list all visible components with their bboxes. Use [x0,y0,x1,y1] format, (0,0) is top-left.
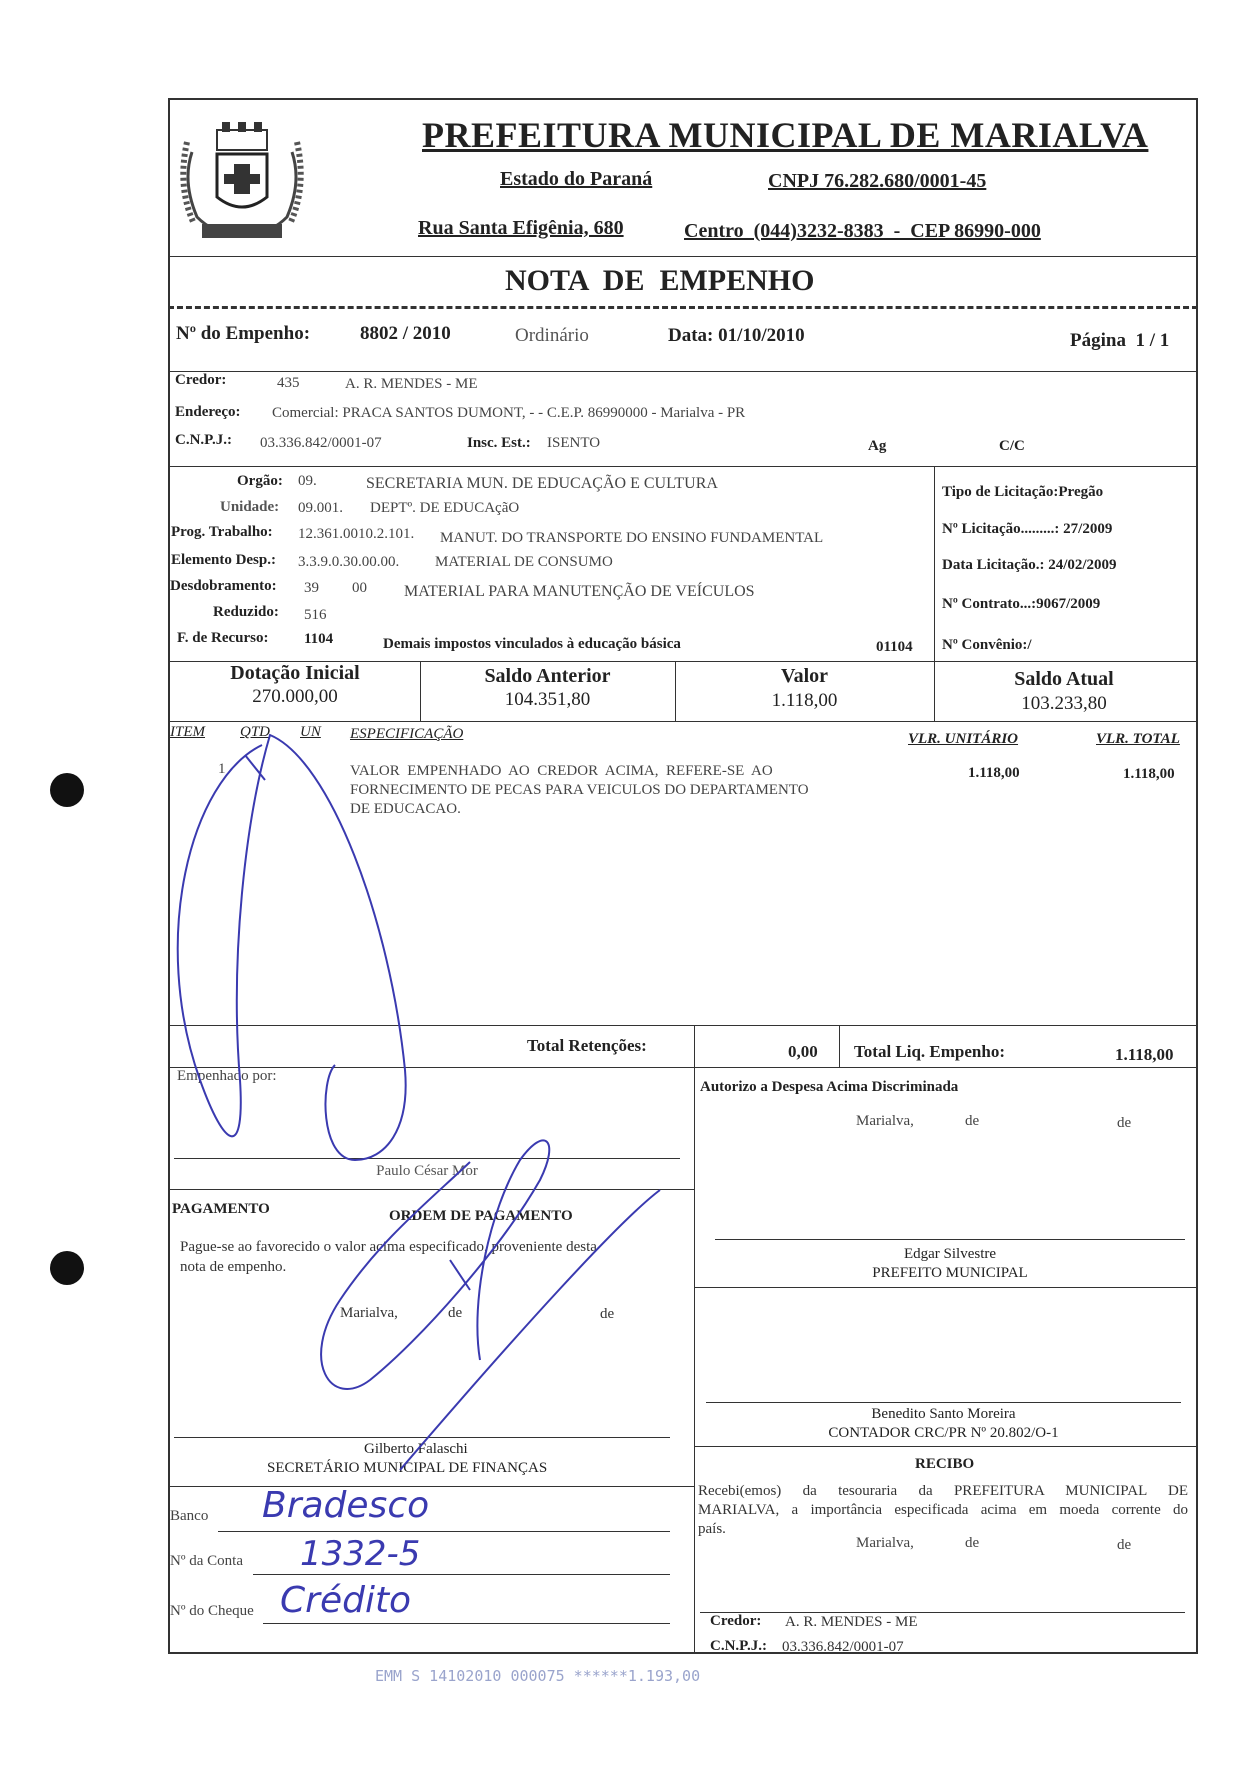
desdobramento-value: MATERIAL PARA MANUTENÇÃO DE VEÍCULOS [404,583,755,600]
autorizo-label: Autorizo a Despesa Acima Discriminada [700,1079,959,1095]
recibo-cnpj-value: 03.336.842/0001-07 [782,1639,904,1655]
banco-value: Bradesco [262,1485,430,1526]
orgao-code: 09. [298,473,317,489]
liquido-label: Total Liq. Empenho: [854,1042,1005,1061]
prog-value: MANUT. DO TRANSPORTE DO ENSINO FUNDAMENTAL [440,530,824,546]
prog-code: 12.361.0010.2.101. [298,526,415,542]
recibo-credor-label: Credor: [710,1613,762,1629]
recurso-value: Demais impostos vinculados à educação básica [383,636,681,652]
autorizo-de-2: de [1117,1115,1132,1131]
signature-line [700,1612,1185,1613]
recibo-cnpj-label: C.N.P.J.: [710,1638,767,1654]
recibo-text: país. [698,1521,726,1537]
empenho-label: Nº do Empenho: [176,323,311,344]
pagamento-label: PAGAMENTO [172,1201,270,1217]
recibo-text: MARIALVA, a importância especificada acima em moeda corrente do [698,1502,1188,1518]
retencoes-label: Total Retenções: [527,1036,647,1055]
recurso-label: F. de Recurso: [177,630,269,646]
convenio-numero: Nº Convênio:/ [942,637,1032,653]
recurso-code: 1104 [304,631,334,647]
insc-value: ISENTO [547,435,601,451]
agency-label: Ag [868,438,887,454]
punch-hole-top [50,773,84,807]
orgao-value: SECRETARIA MUN. DE EDUCAÇÃO E CULTURA [366,475,718,492]
saldo-atual-label: Saldo Atual [1014,668,1114,690]
elemento-value: MATERIAL DE CONSUMO [435,554,613,570]
account-label: C/C [999,438,1025,454]
col-total-value-header: VLR. TOTAL [1096,731,1180,747]
prog-label: Prog. Trabalho: [171,524,273,540]
signature-line [174,1437,670,1438]
licitacao-data: Data Licitação.: 24/02/2009 [942,557,1117,573]
divider [168,1486,694,1487]
recibo-city: Marialva, [856,1535,914,1551]
liquido-value: 1.118,00 [1115,1045,1174,1064]
recibo-text: Recebi(emos) da tesouraria da PREFEITURA MUNICIPAL DE [698,1483,1188,1499]
divider [168,721,1198,722]
col-unit-value-header: VLR. UNITÁRIO [908,731,1019,747]
pagamento-de-2: de [600,1306,615,1322]
contador-name: Benedito Santo Moreira [871,1406,1016,1422]
divider [168,1189,694,1190]
pagamento-text: Pague-se ao favorecido o valor acima especificado, proveniente desta [180,1239,597,1255]
recurso-code2: 01104 [876,639,913,655]
divider [934,466,935,661]
saldo-anterior-label: Saldo Anterior [484,665,611,687]
item-unit-value: 1.118,00 [968,765,1020,781]
conta-value: 1332-5 [300,1534,421,1574]
cnpj-label: CNPJ 76.282.680/0001-45 [768,170,987,192]
conta-label: Nº da Conta [170,1553,243,1569]
desdobramento-code1: 39 [304,580,319,596]
licitacao-tipo: Tipo de Licitação:Pregão [942,484,1104,500]
punch-hole-bottom [50,1251,84,1285]
item-description-line: FORNECIMENTO DE PECAS PARA VEICULOS DO DEPARTAMENTO [350,782,809,798]
col-qtd-header: QTD [240,724,271,740]
pagamento-de-1: de [448,1305,463,1321]
divider [694,1446,1198,1447]
secretario-name: Gilberto Falaschi [364,1441,468,1457]
desdobramento-code2: 00 [352,580,367,596]
credor-cnpj-value: 03.336.842/0001-07 [260,435,382,451]
cheque-line [263,1623,670,1624]
divider [168,466,1198,467]
divider [168,306,1198,309]
municipality-title: PREFEITURA MUNICIPAL DE MARIALVA [422,115,1149,155]
signature-line [706,1402,1181,1403]
orgao-label: Orgão: [237,473,283,489]
divider [694,1025,695,1652]
unidade-code: 09.001. [298,500,343,516]
credor-code: 435 [277,375,300,391]
dotacao-value: 270.000,00 [252,686,338,707]
col-un-header: UN [300,724,321,740]
credor-name: A. R. MENDES - ME [345,376,478,392]
reduzido-value: 516 [304,607,327,623]
empenho-number: 8802 / 2010 [360,323,451,344]
unidade-label: Unidade: [220,499,280,515]
address-rest: Centro (044)3232-8383 - CEP 86990-000 [684,220,1041,242]
divider [168,371,1198,372]
empenho-type: Ordinário [515,325,589,346]
divider [694,1287,1198,1288]
cheque-value: Crédito [280,1580,412,1621]
ordem-pagamento-label: ORDEM DE PAGAMENTO [389,1208,573,1224]
recibo-title: RECIBO [915,1456,975,1472]
empenhado-signer: Paulo César Mor [376,1163,478,1179]
signature-line [715,1239,1185,1240]
licitacao-numero: Nº Licitação.........: 27/2009 [942,521,1113,537]
prefeito-name: Edgar Silvestre [903,1246,997,1262]
divider [839,1025,840,1067]
divider [168,1067,1198,1068]
contrato-numero: Nº Contrato...:9067/2009 [942,596,1101,612]
endereco-value: Comercial: PRACA SANTOS DUMONT, - - C.E.P. 86990000 - Marialva - PR [272,405,746,421]
item-description-line: DE EDUCACAO. [350,801,461,817]
empenhado-label: Empenhado por: [177,1068,277,1084]
pagamento-city: Marialva, [340,1305,398,1321]
item-description-line: VALOR EMPENHADO AO CREDOR ACIMA, REFERE-SE AO [350,763,773,779]
reduzido-label: Reduzido: [213,604,279,620]
bank-authentication-stamp: EMM S 14102010 000075 ******1.193,00 [375,1667,701,1685]
col-especificacao-header: ESPECIFICAÇÃO [350,726,464,742]
contador-role: CONTADOR CRC/PR Nº 20.802/O-1 [828,1425,1059,1441]
elemento-label: Elemento Desp.: [171,552,276,568]
recibo-de-1: de [965,1535,980,1551]
address-street: Rua Santa Efigênia, 680 [418,217,624,239]
retencoes-value: 0,00 [788,1042,818,1061]
credor-cnpj-label: C.N.P.J.: [175,432,232,448]
state-label: Estado do Paraná [500,168,653,190]
insc-label: Insc. Est.: [467,435,531,451]
divider [168,1025,1198,1026]
dotacao-label: Dotação Inicial [230,662,360,684]
empenho-date: Data: 01/10/2010 [668,325,805,346]
divider [168,256,1198,257]
autorizo-city: Marialva, [856,1113,914,1129]
banco-label: Banco [170,1508,209,1524]
recibo-de-2: de [1117,1537,1132,1553]
coat-of-arms-logo [172,112,312,252]
valor-value: 1.118,00 [771,690,838,711]
col-item-header: ITEM [170,724,205,740]
signature-line [174,1158,680,1159]
pagamento-text: nota de empenho. [180,1259,287,1275]
saldo-atual-value: 103.233,80 [1021,693,1107,714]
secretario-role: SECRETÁRIO MUNICIPAL DE FINANÇAS [267,1460,548,1476]
valor-label: Valor [780,665,829,687]
conta-line [253,1574,670,1575]
document-title: NOTA DE EMPENHO [505,264,815,297]
cheque-label: Nº do Cheque [170,1603,254,1619]
item-number: 1 [218,761,226,777]
page-number: Página 1 / 1 [1070,330,1170,351]
autorizo-de-1: de [965,1113,980,1129]
prefeito-role: PREFEITO MUNICIPAL [872,1265,1028,1281]
elemento-code: 3.3.9.0.30.00.00. [298,554,400,570]
item-total-value: 1.118,00 [1123,766,1175,782]
credor-label: Credor: [175,372,227,388]
saldo-anterior-value: 104.351,80 [504,689,591,710]
recibo-credor-value: A. R. MENDES - ME [785,1614,918,1630]
banco-line [218,1531,670,1532]
unidade-value: DEPTº. DE EDUCAçãO [370,500,520,516]
endereco-label: Endereço: [175,404,241,420]
desdobramento-label: Desdobramento: [170,578,277,594]
